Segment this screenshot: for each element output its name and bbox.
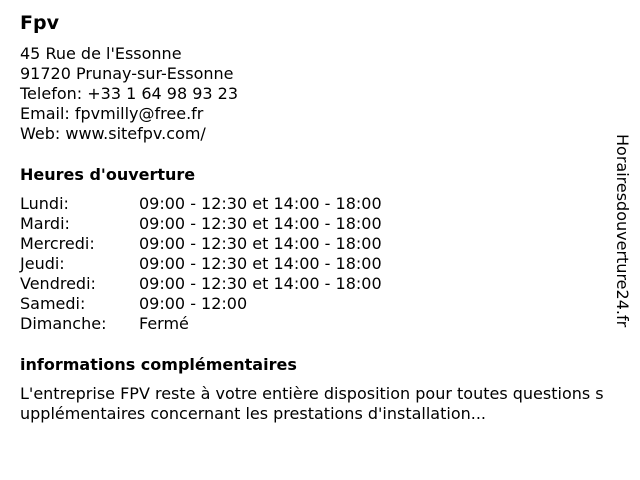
email-line: Email: fpvmilly@free.fr [20,104,204,123]
hours-row-samedi [20,294,610,314]
address-line-1: 45 Rue de l'Essonne [20,44,182,63]
hours-row-dimanche [20,314,610,334]
hours-time: 09:00 - 12:30 et 14:00 - 18:00 [139,254,382,273]
info-text: L'entreprise FPV reste à votre entière disposition pour toutes questions supplémentaires concernant les prestations d'installation... [20,384,604,423]
hours-table [20,194,610,334]
hours-day: Jeudi: [20,254,65,273]
hours-time: 09:00 - 12:30 et 14:00 - 18:00 [139,214,382,233]
hours-time: 09:00 - 12:00 [139,294,248,313]
hours-day: Samedi: [20,294,86,313]
business-name: Fpv [20,12,59,34]
hours-title: Heures d'ouverture [20,165,196,184]
site-watermark-label: Horairesdouverture24.fr [613,134,632,328]
hours-time: Fermé [139,314,189,333]
hours-day: Lundi: [20,194,69,213]
business-card [20,12,610,424]
hours-row-mardi [20,214,610,234]
hours-time: 09:00 - 12:30 et 14:00 - 18:00 [139,274,382,293]
hours-day: Dimanche: [20,314,107,333]
hours-day: Vendredi: [20,274,96,293]
info-title: informations complémentaires [20,355,297,374]
hours-day: Mercredi: [20,234,95,253]
hours-row-jeudi [20,254,610,274]
hours-time: 09:00 - 12:30 et 14:00 - 18:00 [139,194,382,213]
address-line-2: 91720 Prunay-sur-Essonne [20,64,234,83]
hours-row-vendredi [20,274,610,294]
hours-row-mercredi [20,234,610,254]
phone-line: Telefon: +33 1 64 98 93 23 [20,84,239,103]
hours-day: Mardi: [20,214,70,233]
hours-time: 09:00 - 12:30 et 14:00 - 18:00 [139,234,382,253]
web-line: Web: www.sitefpv.com/ [20,124,206,143]
hours-row-lundi [20,194,610,214]
